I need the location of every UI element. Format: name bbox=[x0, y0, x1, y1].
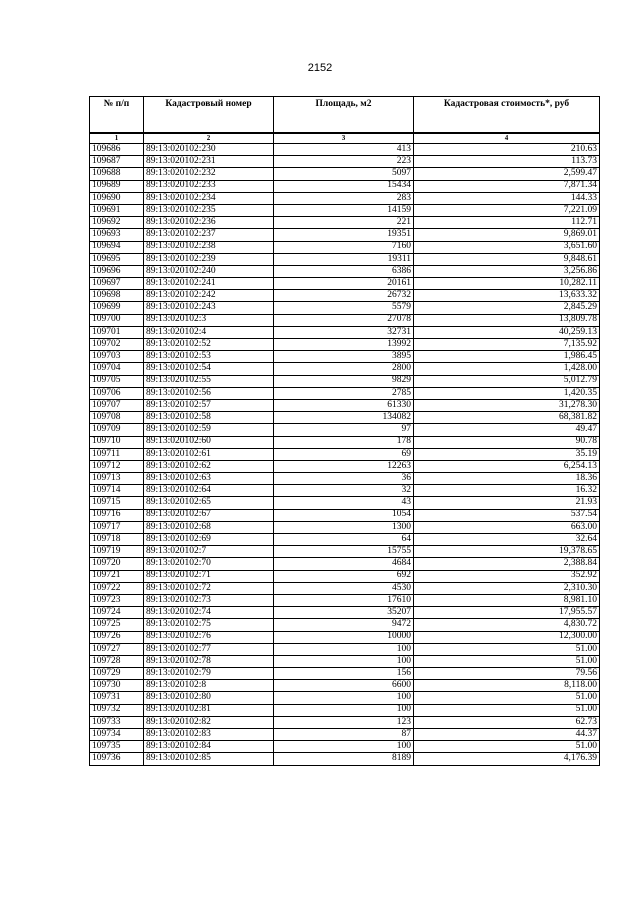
cadastral-value: 6,254.13 bbox=[414, 460, 600, 472]
cadastral-value: 44.37 bbox=[414, 729, 600, 741]
cadastral-value: 144.33 bbox=[414, 192, 600, 204]
row-number: 109715 bbox=[90, 497, 144, 509]
cadastral-value: 90.78 bbox=[414, 436, 600, 448]
cadastral-number: 89:13:020102:230 bbox=[144, 144, 274, 156]
cadastral-value: 62.73 bbox=[414, 716, 600, 728]
area-value: 100 bbox=[274, 692, 414, 704]
cadastral-value: 10,282.11 bbox=[414, 278, 600, 290]
cadastral-number: 89:13:020102:58 bbox=[144, 412, 274, 424]
cadastral-value: 3,651.60 bbox=[414, 241, 600, 253]
row-number: 109728 bbox=[90, 655, 144, 667]
area-value: 15434 bbox=[274, 180, 414, 192]
row-number: 109699 bbox=[90, 302, 144, 314]
cadastral-value: 21.93 bbox=[414, 497, 600, 509]
cadastral-value: 210.63 bbox=[414, 144, 600, 156]
cadastral-number: 89:13:020102:242 bbox=[144, 290, 274, 302]
area-value: 12263 bbox=[274, 460, 414, 472]
table-row bbox=[90, 729, 600, 741]
row-number: 109696 bbox=[90, 265, 144, 277]
table-row bbox=[90, 534, 600, 546]
table-row bbox=[90, 424, 600, 436]
cadastral-value: 68,381.82 bbox=[414, 412, 600, 424]
area-value: 1300 bbox=[274, 521, 414, 533]
row-number: 109736 bbox=[90, 753, 144, 765]
area-value: 4530 bbox=[274, 582, 414, 594]
cadastral-number: 89:13:020102:7 bbox=[144, 546, 274, 558]
row-number: 109686 bbox=[90, 144, 144, 156]
area-value: 13992 bbox=[274, 339, 414, 351]
header-area: Площадь, м2 bbox=[274, 97, 414, 134]
cadastral-number: 89:13:020102:82 bbox=[144, 716, 274, 728]
row-number: 109709 bbox=[90, 424, 144, 436]
column-number-1: 1 bbox=[90, 133, 144, 144]
cadastral-number: 89:13:020102:241 bbox=[144, 278, 274, 290]
cadastral-number: 89:13:020102:237 bbox=[144, 229, 274, 241]
table-row bbox=[90, 582, 600, 594]
area-value: 27078 bbox=[274, 314, 414, 326]
area-value: 17610 bbox=[274, 594, 414, 606]
table-row bbox=[90, 460, 600, 472]
cadastral-value: 51.00 bbox=[414, 643, 600, 655]
cadastral-value: 7,221.09 bbox=[414, 204, 600, 216]
table-row bbox=[90, 241, 600, 253]
table-row bbox=[90, 180, 600, 192]
cadastral-value: 4,830.72 bbox=[414, 619, 600, 631]
table-row bbox=[90, 607, 600, 619]
cadastral-value: 8,118.00 bbox=[414, 680, 600, 692]
row-number: 109720 bbox=[90, 558, 144, 570]
cadastral-number: 89:13:020102:83 bbox=[144, 729, 274, 741]
column-number-2: 2 bbox=[144, 133, 274, 144]
cadastral-value: 352.92 bbox=[414, 570, 600, 582]
area-value: 43 bbox=[274, 497, 414, 509]
table-row bbox=[90, 546, 600, 558]
area-value: 10000 bbox=[274, 631, 414, 643]
cadastral-value: 49.47 bbox=[414, 424, 600, 436]
table-row bbox=[90, 668, 600, 680]
cadastral-number: 89:13:020102:73 bbox=[144, 594, 274, 606]
table-row bbox=[90, 558, 600, 570]
area-value: 1054 bbox=[274, 509, 414, 521]
column-numbers-row bbox=[90, 133, 600, 144]
area-value: 100 bbox=[274, 643, 414, 655]
cadastral-value: 18.36 bbox=[414, 473, 600, 485]
row-number: 109698 bbox=[90, 290, 144, 302]
cadastral-number: 89:13:020102:236 bbox=[144, 217, 274, 229]
table-row bbox=[90, 741, 600, 753]
cadastral-value: 9,848.61 bbox=[414, 253, 600, 265]
cadastral-number: 89:13:020102:78 bbox=[144, 655, 274, 667]
cadastral-number: 89:13:020102:57 bbox=[144, 399, 274, 411]
cadastral-value: 51.00 bbox=[414, 655, 600, 667]
area-value: 14159 bbox=[274, 204, 414, 216]
table-row bbox=[90, 594, 600, 606]
table-row bbox=[90, 217, 600, 229]
cadastral-value: 2,599.47 bbox=[414, 168, 600, 180]
area-value: 15755 bbox=[274, 546, 414, 558]
table-row bbox=[90, 229, 600, 241]
area-value: 32731 bbox=[274, 326, 414, 338]
table-row bbox=[90, 326, 600, 338]
cadastral-number: 89:13:020102:71 bbox=[144, 570, 274, 582]
table-row bbox=[90, 375, 600, 387]
row-number: 109713 bbox=[90, 473, 144, 485]
column-number-4: 4 bbox=[414, 133, 600, 144]
cadastral-number: 89:13:020102:68 bbox=[144, 521, 274, 533]
cadastral-value: 1,420.35 bbox=[414, 387, 600, 399]
table-row bbox=[90, 655, 600, 667]
table-row bbox=[90, 265, 600, 277]
cadastral-number: 89:13:020102:75 bbox=[144, 619, 274, 631]
cadastral-value: 2,310.30 bbox=[414, 582, 600, 594]
row-number: 109702 bbox=[90, 339, 144, 351]
cadastral-value: 32.64 bbox=[414, 534, 600, 546]
row-number: 109734 bbox=[90, 729, 144, 741]
cadastral-value: 7,135.92 bbox=[414, 339, 600, 351]
row-number: 109718 bbox=[90, 534, 144, 546]
row-number: 109719 bbox=[90, 546, 144, 558]
cadastral-number: 89:13:020102:72 bbox=[144, 582, 274, 594]
cadastral-number: 89:13:020102:239 bbox=[144, 253, 274, 265]
row-number: 109708 bbox=[90, 412, 144, 424]
cadastral-number: 89:13:020102:59 bbox=[144, 424, 274, 436]
row-number: 109710 bbox=[90, 436, 144, 448]
cadastral-number: 89:13:020102:70 bbox=[144, 558, 274, 570]
table-row bbox=[90, 643, 600, 655]
cadastral-number: 89:13:020102:62 bbox=[144, 460, 274, 472]
cadastral-value: 40,259.13 bbox=[414, 326, 600, 338]
row-number: 109711 bbox=[90, 448, 144, 460]
area-value: 223 bbox=[274, 156, 414, 168]
cadastral-value: 7,871.34 bbox=[414, 180, 600, 192]
table-row bbox=[90, 399, 600, 411]
table-row bbox=[90, 144, 600, 156]
cadastral-number: 89:13:020102:55 bbox=[144, 375, 274, 387]
table-row bbox=[90, 290, 600, 302]
cadastral-number: 89:13:020102:56 bbox=[144, 387, 274, 399]
cadastral-value: 1,986.45 bbox=[414, 351, 600, 363]
area-value: 36 bbox=[274, 473, 414, 485]
table-row bbox=[90, 412, 600, 424]
cadastral-value: 17,955.57 bbox=[414, 607, 600, 619]
cadastral-value: 112.71 bbox=[414, 217, 600, 229]
header-number: № п/п bbox=[90, 97, 144, 134]
row-number: 109717 bbox=[90, 521, 144, 533]
area-value: 35207 bbox=[274, 607, 414, 619]
cadastral-number: 89:13:020102:8 bbox=[144, 680, 274, 692]
cadastral-value: 2,845.29 bbox=[414, 302, 600, 314]
row-number: 109694 bbox=[90, 241, 144, 253]
row-number: 109703 bbox=[90, 351, 144, 363]
area-value: 6600 bbox=[274, 680, 414, 692]
row-number: 109693 bbox=[90, 229, 144, 241]
row-number: 109726 bbox=[90, 631, 144, 643]
table-row bbox=[90, 302, 600, 314]
row-number: 109707 bbox=[90, 399, 144, 411]
page-number: 2152 bbox=[307, 62, 333, 74]
cadastral-value: 16.32 bbox=[414, 485, 600, 497]
row-number: 109700 bbox=[90, 314, 144, 326]
table-row bbox=[90, 192, 600, 204]
header-cadastral-value: Кадастровая стоимость*, руб bbox=[414, 97, 600, 134]
table-row bbox=[90, 278, 600, 290]
cadastral-value: 35.19 bbox=[414, 448, 600, 460]
area-value: 87 bbox=[274, 729, 414, 741]
cadastral-number: 89:13:020102:67 bbox=[144, 509, 274, 521]
table-row bbox=[90, 156, 600, 168]
row-number: 109697 bbox=[90, 278, 144, 290]
cadastral-number: 89:13:020102:243 bbox=[144, 302, 274, 314]
table-row bbox=[90, 570, 600, 582]
cadastral-value: 79.56 bbox=[414, 668, 600, 680]
cadastral-number: 89:13:020102:64 bbox=[144, 485, 274, 497]
row-number: 109723 bbox=[90, 594, 144, 606]
table-row bbox=[90, 753, 600, 765]
cadastral-number: 89:13:020102:54 bbox=[144, 363, 274, 375]
row-number: 109731 bbox=[90, 692, 144, 704]
cadastral-number: 89:13:020102:235 bbox=[144, 204, 274, 216]
area-value: 61330 bbox=[274, 399, 414, 411]
cadastral-value: 1,428.00 bbox=[414, 363, 600, 375]
area-value: 221 bbox=[274, 217, 414, 229]
area-value: 26732 bbox=[274, 290, 414, 302]
area-value: 178 bbox=[274, 436, 414, 448]
cadastral-number: 89:13:020102:77 bbox=[144, 643, 274, 655]
table-row bbox=[90, 314, 600, 326]
cadastral-number: 89:13:020102:80 bbox=[144, 692, 274, 704]
area-value: 100 bbox=[274, 704, 414, 716]
cadastral-number: 89:13:020102:74 bbox=[144, 607, 274, 619]
row-number: 109712 bbox=[90, 460, 144, 472]
row-number: 109724 bbox=[90, 607, 144, 619]
cadastral-number: 89:13:020102:69 bbox=[144, 534, 274, 546]
table-row bbox=[90, 204, 600, 216]
area-value: 2800 bbox=[274, 363, 414, 375]
cadastral-number: 89:13:020102:76 bbox=[144, 631, 274, 643]
cadastral-value: 3,256.86 bbox=[414, 265, 600, 277]
table-row bbox=[90, 619, 600, 631]
area-value: 9829 bbox=[274, 375, 414, 387]
area-value: 3895 bbox=[274, 351, 414, 363]
table-row bbox=[90, 485, 600, 497]
cadastral-number: 89:13:020102:233 bbox=[144, 180, 274, 192]
row-number: 109695 bbox=[90, 253, 144, 265]
cadastral-number: 89:13:020102:231 bbox=[144, 156, 274, 168]
table-row bbox=[90, 387, 600, 399]
cadastral-value: 31,278.30 bbox=[414, 399, 600, 411]
cadastral-value: 8,981.10 bbox=[414, 594, 600, 606]
cadastral-table bbox=[89, 96, 600, 766]
cadastral-number: 89:13:020102:240 bbox=[144, 265, 274, 277]
table-row bbox=[90, 497, 600, 509]
row-number: 109691 bbox=[90, 204, 144, 216]
cadastral-value: 113.73 bbox=[414, 156, 600, 168]
table-row bbox=[90, 339, 600, 351]
area-value: 64 bbox=[274, 534, 414, 546]
row-number: 109733 bbox=[90, 716, 144, 728]
table-row bbox=[90, 168, 600, 180]
column-number-3: 3 bbox=[274, 133, 414, 144]
area-value: 413 bbox=[274, 144, 414, 156]
row-number: 109692 bbox=[90, 217, 144, 229]
area-value: 20161 bbox=[274, 278, 414, 290]
area-value: 19351 bbox=[274, 229, 414, 241]
row-number: 109735 bbox=[90, 741, 144, 753]
cadastral-number: 89:13:020102:3 bbox=[144, 314, 274, 326]
table-row bbox=[90, 473, 600, 485]
cadastral-number: 89:13:020102:234 bbox=[144, 192, 274, 204]
area-value: 5579 bbox=[274, 302, 414, 314]
area-value: 134082 bbox=[274, 412, 414, 424]
table-row bbox=[90, 253, 600, 265]
cadastral-value: 51.00 bbox=[414, 741, 600, 753]
cadastral-value: 4,176.39 bbox=[414, 753, 600, 765]
table-row bbox=[90, 692, 600, 704]
cadastral-number: 89:13:020102:79 bbox=[144, 668, 274, 680]
cadastral-number: 89:13:020102:4 bbox=[144, 326, 274, 338]
cadastral-value: 663.00 bbox=[414, 521, 600, 533]
cadastral-value: 13,809.78 bbox=[414, 314, 600, 326]
area-value: 6386 bbox=[274, 265, 414, 277]
area-value: 692 bbox=[274, 570, 414, 582]
row-number: 109722 bbox=[90, 582, 144, 594]
row-number: 109687 bbox=[90, 156, 144, 168]
row-number: 109689 bbox=[90, 180, 144, 192]
area-value: 5097 bbox=[274, 168, 414, 180]
table-row bbox=[90, 448, 600, 460]
cadastral-number: 89:13:020102:85 bbox=[144, 753, 274, 765]
cadastral-number: 89:13:020102:63 bbox=[144, 473, 274, 485]
cadastral-value: 51.00 bbox=[414, 704, 600, 716]
area-value: 100 bbox=[274, 741, 414, 753]
cadastral-value: 537.54 bbox=[414, 509, 600, 521]
row-number: 109706 bbox=[90, 387, 144, 399]
table-row bbox=[90, 351, 600, 363]
table-row bbox=[90, 436, 600, 448]
row-number: 109725 bbox=[90, 619, 144, 631]
row-number: 109729 bbox=[90, 668, 144, 680]
cadastral-value: 5,012.79 bbox=[414, 375, 600, 387]
row-number: 109701 bbox=[90, 326, 144, 338]
cadastral-value: 19,378.65 bbox=[414, 546, 600, 558]
cadastral-number: 89:13:020102:60 bbox=[144, 436, 274, 448]
cadastral-value: 2,388.84 bbox=[414, 558, 600, 570]
row-number: 109727 bbox=[90, 643, 144, 655]
cadastral-number: 89:13:020102:238 bbox=[144, 241, 274, 253]
cadastral-number: 89:13:020102:53 bbox=[144, 351, 274, 363]
area-value: 9472 bbox=[274, 619, 414, 631]
row-number: 109690 bbox=[90, 192, 144, 204]
table-row bbox=[90, 716, 600, 728]
cadastral-value: 51.00 bbox=[414, 692, 600, 704]
cadastral-value: 9,869.01 bbox=[414, 229, 600, 241]
cadastral-value: 12,300.00 bbox=[414, 631, 600, 643]
table-row bbox=[90, 521, 600, 533]
area-value: 69 bbox=[274, 448, 414, 460]
cadastral-number: 89:13:020102:52 bbox=[144, 339, 274, 351]
cadastral-number: 89:13:020102:81 bbox=[144, 704, 274, 716]
row-number: 109716 bbox=[90, 509, 144, 521]
area-value: 8189 bbox=[274, 753, 414, 765]
area-value: 100 bbox=[274, 655, 414, 667]
table-row bbox=[90, 509, 600, 521]
header-cadastral-number: Кадастровый номер bbox=[144, 97, 274, 134]
cadastral-number: 89:13:020102:61 bbox=[144, 448, 274, 460]
area-value: 123 bbox=[274, 716, 414, 728]
area-value: 32 bbox=[274, 485, 414, 497]
cadastral-value: 13,633.32 bbox=[414, 290, 600, 302]
area-value: 283 bbox=[274, 192, 414, 204]
table-body bbox=[90, 144, 600, 766]
table-row bbox=[90, 680, 600, 692]
header-row bbox=[90, 97, 600, 134]
area-value: 7160 bbox=[274, 241, 414, 253]
table-row bbox=[90, 363, 600, 375]
row-number: 109688 bbox=[90, 168, 144, 180]
row-number: 109704 bbox=[90, 363, 144, 375]
table-row bbox=[90, 704, 600, 716]
area-value: 4684 bbox=[274, 558, 414, 570]
area-value: 156 bbox=[274, 668, 414, 680]
cadastral-number: 89:13:020102:232 bbox=[144, 168, 274, 180]
table-header bbox=[90, 97, 600, 144]
row-number: 109730 bbox=[90, 680, 144, 692]
area-value: 2785 bbox=[274, 387, 414, 399]
row-number: 109732 bbox=[90, 704, 144, 716]
row-number: 109705 bbox=[90, 375, 144, 387]
table-row bbox=[90, 631, 600, 643]
cadastral-number: 89:13:020102:65 bbox=[144, 497, 274, 509]
row-number: 109721 bbox=[90, 570, 144, 582]
area-value: 97 bbox=[274, 424, 414, 436]
area-value: 19311 bbox=[274, 253, 414, 265]
cadastral-number: 89:13:020102:84 bbox=[144, 741, 274, 753]
row-number: 109714 bbox=[90, 485, 144, 497]
